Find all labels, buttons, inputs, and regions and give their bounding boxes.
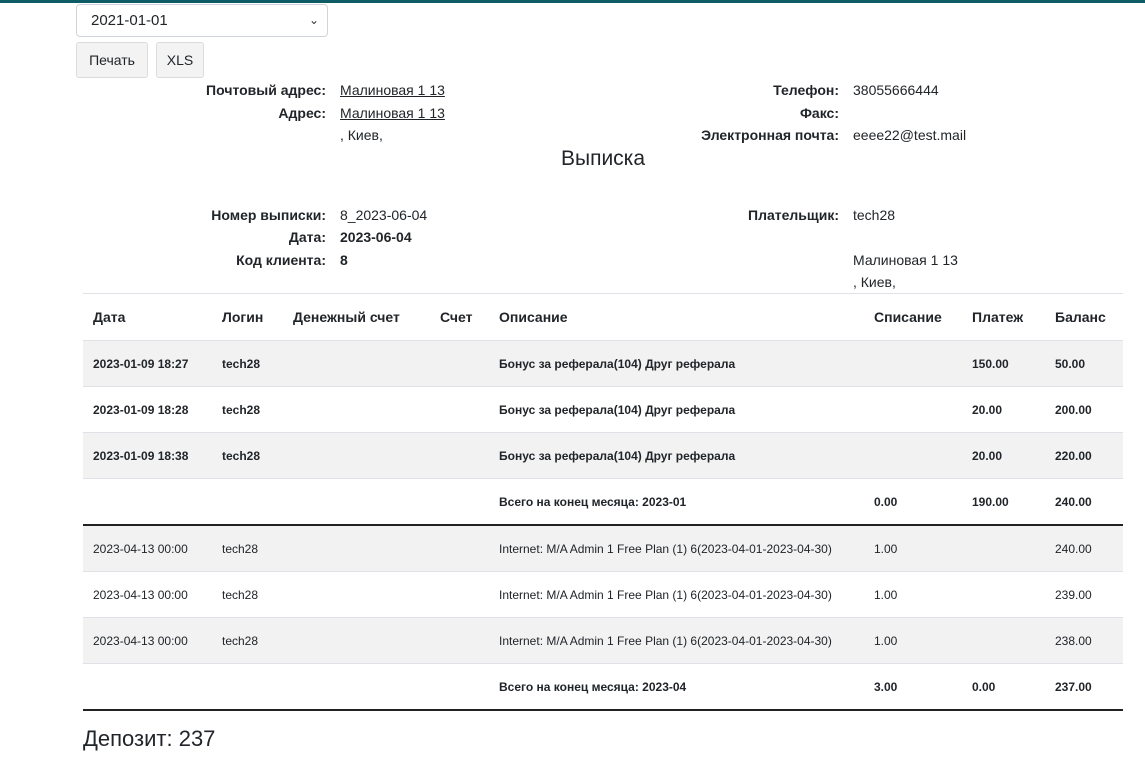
phone-value: 38055666444: [853, 82, 939, 98]
statement-date: 2023-06-04: [340, 229, 412, 245]
table-row: [83, 433, 1123, 479]
column-header-login: Логин: [212, 294, 283, 341]
cell-account: [430, 479, 489, 526]
column-header-description: Описание: [489, 294, 864, 341]
cell-charge: [864, 387, 962, 433]
cell-money-account: [283, 433, 430, 479]
table-header-row: [83, 294, 1123, 341]
cell-date: 2023-04-13 00:00: [83, 525, 212, 572]
column-header-money-account: Денежный счет: [283, 294, 430, 341]
cell-money-account: [283, 387, 430, 433]
chevron-down-icon: ⌄: [308, 13, 319, 27]
cell-date: 2023-01-09 18:28: [83, 387, 212, 433]
cell-payment: 20.00: [962, 387, 1045, 433]
cell-description: Бонус за реферала(104) Друг реферала: [489, 387, 864, 433]
cell-balance: 237.00: [1045, 664, 1123, 711]
cell-login: tech28: [212, 387, 283, 433]
column-header-charge: Списание: [864, 294, 962, 341]
cell-account: [430, 433, 489, 479]
table-row: [83, 525, 1123, 572]
statement-table: [83, 293, 1123, 711]
cell-login: tech28: [212, 572, 283, 618]
cell-payment: 190.00: [962, 479, 1045, 526]
postal-address-link[interactable]: Малиновая 1 13: [340, 82, 445, 98]
cell-payment: 0.00: [962, 664, 1045, 711]
cell-description: Всего на конец месяца: 2023-04: [489, 664, 864, 711]
phone-label: Телефон:: [773, 82, 839, 98]
cell-balance: 50.00: [1045, 341, 1123, 387]
cell-account: [430, 572, 489, 618]
table-row: [83, 572, 1123, 618]
cell-description: Internet: M/A Admin 1 Free Plan (1) 6(2023-04-01-2023-04-30): [489, 525, 864, 572]
column-header-account: Счет: [430, 294, 489, 341]
xls-export-button[interactable]: XLS: [156, 42, 204, 78]
cell-balance: 240.00: [1045, 479, 1123, 526]
cell-money-account: [283, 479, 430, 526]
table-total-row: [83, 479, 1123, 526]
payer-city: , Киев,: [853, 274, 896, 290]
cell-balance: 239.00: [1045, 572, 1123, 618]
cell-money-account: [283, 572, 430, 618]
email-label: Электронная почта:: [701, 127, 839, 143]
statement-number-label: Номер выписки:: [211, 207, 326, 223]
email-value: eeee22@test.mail: [853, 127, 967, 143]
top-accent-bar: [0, 0, 1145, 3]
cell-charge: 1.00: [864, 525, 962, 572]
cell-login: [212, 664, 283, 711]
cell-date: 2023-04-13 00:00: [83, 618, 212, 664]
statement-number: 8_2023-06-04: [340, 207, 428, 223]
payer-label: Плательщик:: [748, 207, 839, 223]
client-code-label: Код клиента:: [236, 252, 326, 268]
cell-money-account: [283, 341, 430, 387]
cell-money-account: [283, 525, 430, 572]
cell-description: Internet: M/A Admin 1 Free Plan (1) 6(2023-04-01-2023-04-30): [489, 572, 864, 618]
cell-charge: [864, 433, 962, 479]
column-header-date: Дата: [83, 294, 212, 341]
cell-date: [83, 664, 212, 711]
address-city: , Киев,: [340, 127, 383, 143]
deposit-total: Депозит: 237: [83, 726, 216, 751]
cell-description: Internet: M/A Admin 1 Free Plan (1) 6(2023-04-01-2023-04-30): [489, 618, 864, 664]
cell-payment: 150.00: [962, 341, 1045, 387]
cell-login: tech28: [212, 433, 283, 479]
cell-payment: [962, 572, 1045, 618]
cell-login: tech28: [212, 525, 283, 572]
print-button[interactable]: Печать: [76, 42, 148, 78]
cell-login: [212, 479, 283, 526]
payer-address: Малиновая 1 13: [853, 252, 958, 268]
document-title: Выписка: [560, 147, 646, 170]
cell-charge: 1.00: [864, 618, 962, 664]
address-link[interactable]: Малиновая 1 13: [340, 105, 445, 121]
cell-account: [430, 525, 489, 572]
payer-value: tech28: [853, 207, 896, 223]
column-header-balance: Баланс: [1045, 294, 1123, 341]
statement-date-label: Дата:: [288, 229, 326, 245]
cell-charge: 1.00: [864, 572, 962, 618]
cell-login: tech28: [212, 618, 283, 664]
cell-date: 2023-04-13 00:00: [83, 572, 212, 618]
cell-balance: 240.00: [1045, 525, 1123, 572]
fax-label: Факс:: [799, 105, 839, 121]
postal-address-label: Почтовый адрес:: [206, 82, 326, 98]
table-total-row: [83, 664, 1123, 711]
cell-payment: [962, 618, 1045, 664]
cell-account: [430, 618, 489, 664]
cell-charge: 0.00: [864, 479, 962, 526]
period-select[interactable]: [76, 4, 328, 37]
cell-login: tech28: [212, 341, 283, 387]
table-row: [83, 618, 1123, 664]
cell-balance: 200.00: [1045, 387, 1123, 433]
cell-description: Бонус за реферала(104) Друг реферала: [489, 341, 864, 387]
table-row: [83, 341, 1123, 387]
cell-date: 2023-01-09 18:38: [83, 433, 212, 479]
cell-payment: 20.00: [962, 433, 1045, 479]
cell-payment: [962, 525, 1045, 572]
address-label: Адрес:: [278, 105, 326, 121]
cell-account: [430, 387, 489, 433]
cell-description: Всего на конец месяца: 2023-01: [489, 479, 864, 526]
cell-date: 2023-01-09 18:27: [83, 341, 212, 387]
cell-description: Бонус за реферала(104) Друг реферала: [489, 433, 864, 479]
cell-money-account: [283, 618, 430, 664]
cell-balance: 220.00: [1045, 433, 1123, 479]
cell-account: [430, 341, 489, 387]
cell-account: [430, 664, 489, 711]
cell-balance: 238.00: [1045, 618, 1123, 664]
cell-date: [83, 479, 212, 526]
cell-money-account: [283, 664, 430, 711]
period-select-value: 2021-01-01: [91, 12, 168, 29]
column-header-payment: Платеж: [962, 294, 1045, 341]
cell-charge: [864, 341, 962, 387]
cell-charge: 3.00: [864, 664, 962, 711]
table-row: [83, 387, 1123, 433]
client-code: 8: [340, 252, 348, 268]
